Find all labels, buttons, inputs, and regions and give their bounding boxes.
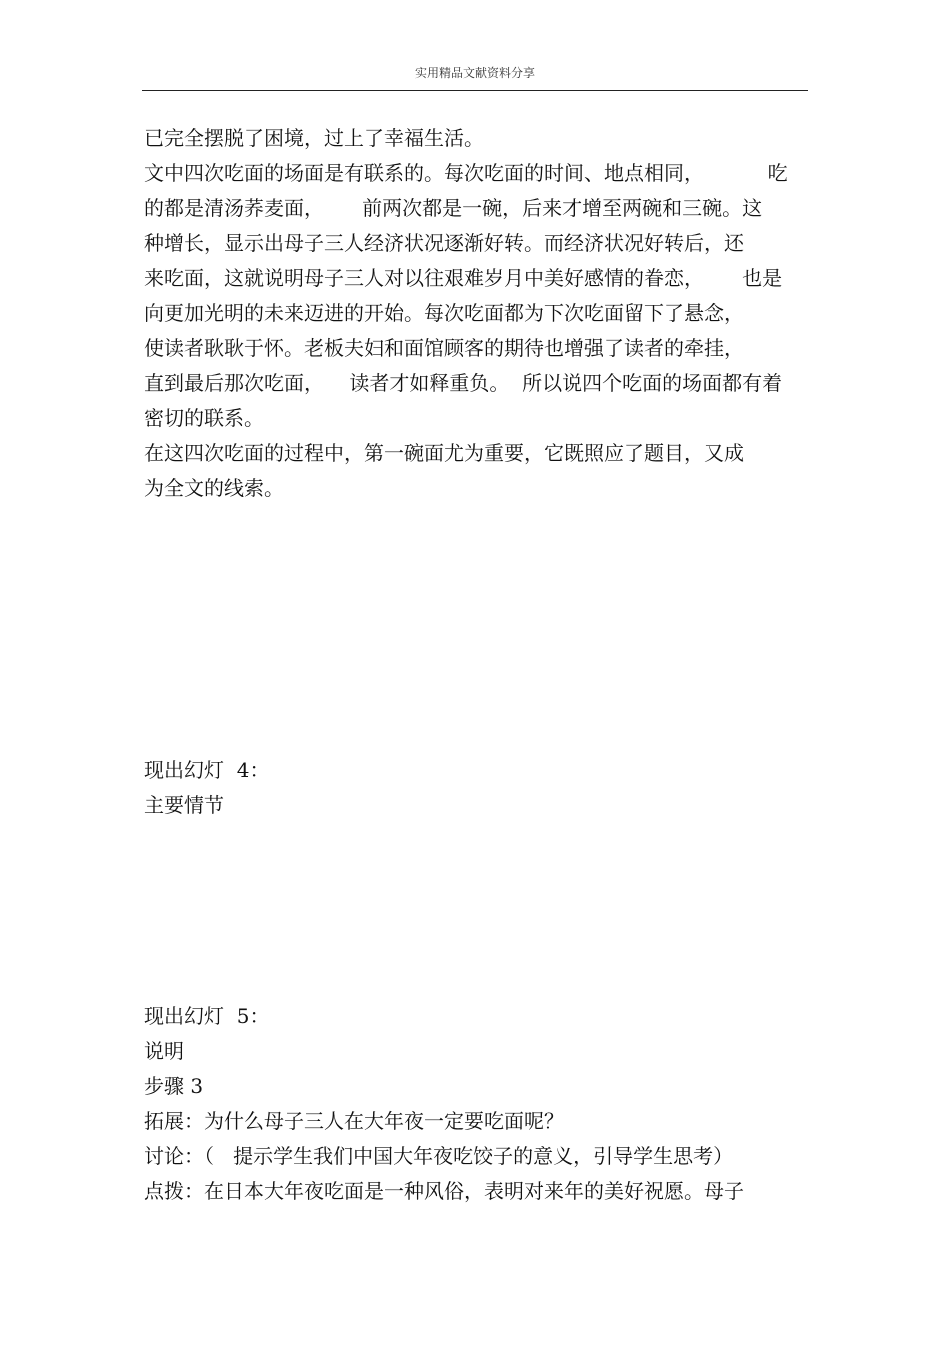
paragraph-line: 密切的联系。 <box>144 406 264 430</box>
paragraph-line: 来吃面，这就说明母子三人对以往艰难岁月中美好感情的眷恋， 也是 <box>144 266 783 290</box>
paragraph-line: 向更加光明的未来迈进的开始。每次吃面都为下次吃面留下了悬念， <box>144 301 744 325</box>
paragraph-line: 种增长，显示出母子三人经济状况逐渐好转。而经济状况好转后，还 <box>144 231 744 255</box>
section-label: 说明 <box>144 1039 184 1063</box>
step-label: 步骤 3 <box>144 1074 204 1098</box>
slide-note: 现出幻灯 5： <box>144 1004 270 1028</box>
paragraph-line: 的都是清汤荞麦面， 前两次都是一碗，后来才增至两碗和三碗。这 <box>144 196 763 220</box>
paragraph-line: 点拨：在日本大年夜吃面是一种风俗，表明对来年的美好祝愿。母子 <box>144 1179 744 1203</box>
paragraph-line: 讨论：（ 提示学生我们中国大年夜吃饺子的意义，引导学生思考） <box>144 1144 734 1168</box>
paragraph-line: 文中四次吃面的场面是有联系的。每次吃面的时间、地点相同， 吃 <box>144 161 788 185</box>
paragraph-line: 使读者耿耿于怀。老板夫妇和面馆顾客的期待也增强了读者的牵挂， <box>144 336 744 360</box>
paragraph-line: 拓展：为什么母子三人在大年夜一定要吃面呢？ <box>144 1109 564 1133</box>
header-divider <box>142 90 808 91</box>
paragraph-line: 在这四次吃面的过程中，第一碗面尤为重要，它既照应了题目，又成 <box>144 441 744 465</box>
page-header: 实用精品文献资料分享 <box>414 66 535 80</box>
paragraph-line: 已完全摆脱了困境，过上了幸福生活。 <box>144 126 484 150</box>
paragraph-line: 为全文的线索。 <box>144 476 284 500</box>
slide-note: 现出幻灯 4： <box>144 758 270 782</box>
section-label: 主要情节 <box>144 793 224 817</box>
paragraph-line: 直到最后那次吃面， 读者才如释重负。 所以说四个吃面的场面都有着 <box>144 371 783 395</box>
